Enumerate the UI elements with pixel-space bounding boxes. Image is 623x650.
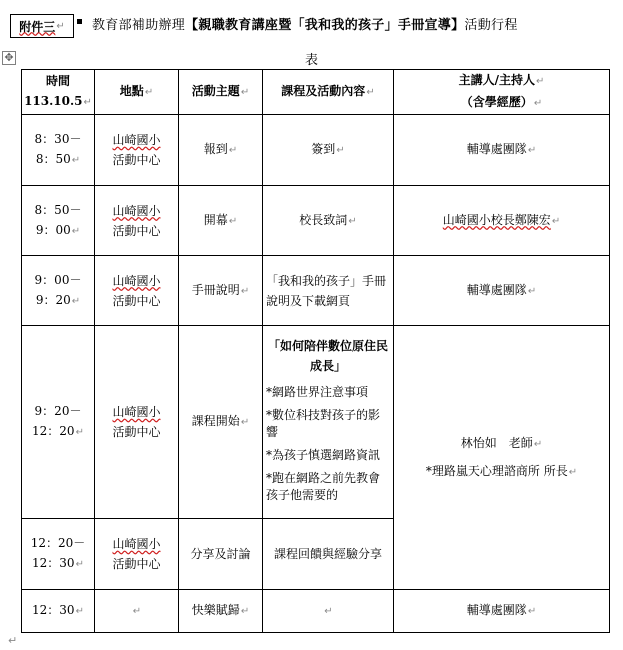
document-title [92, 16, 617, 36]
time-cell: 12：30↵ [22, 590, 95, 633]
return-mark-icon: ↵ [324, 606, 333, 617]
return-mark-icon: ↵ [75, 606, 84, 617]
speaker-name: 林怡如 老師 [460, 435, 533, 450]
return-mark-icon: ↵ [240, 87, 250, 98]
table-row [22, 590, 610, 633]
title-prefix: 教育部補助辦理 [92, 18, 186, 33]
speaker-cell: 輔導處團隊↵ [394, 256, 610, 326]
return-mark-icon: ↵ [533, 98, 543, 109]
bullet-icon [77, 19, 82, 24]
title-bold: 【親職教育講座暨「我和我的孩子」手冊宣導】 [185, 18, 465, 33]
location-cell: 山崎國小 活動中心 [95, 115, 179, 186]
return-mark-icon: ↵ [366, 87, 375, 98]
time-cell: 8：30－ 8：50↵ [22, 115, 95, 186]
attachment-label-box [10, 14, 74, 38]
table-row [22, 186, 610, 256]
return-mark-icon: ↵ [240, 285, 250, 297]
location-cell: 山崎國小 活動中心 [95, 256, 179, 326]
header-content: 課程及活動內容↵ [263, 70, 394, 115]
header-row [22, 70, 610, 115]
return-mark-icon: ↵ [336, 145, 345, 156]
theme-cell: 開幕↵ [179, 186, 263, 256]
return-mark-icon: ↵ [132, 606, 142, 617]
content-cell [263, 326, 394, 519]
return-mark-icon: ↵ [527, 145, 537, 156]
return-mark-icon: ↵ [71, 295, 81, 307]
table-row [22, 256, 610, 326]
header-speaker: 主講人/主持人↵ （含學經歷）↵ [394, 70, 610, 115]
return-mark-icon: ↵ [568, 466, 578, 478]
theme-cell: 分享及討論 [179, 519, 263, 590]
return-mark-icon: ↵ [348, 215, 357, 227]
course-item: *跑在網路之前先教會孩子他需要的 [266, 471, 381, 502]
schedule-table [21, 69, 610, 633]
time-cell: 8：50－ 9：00↵ [22, 186, 95, 256]
speaker-title: *理路嵐天心理諮商所 所長↵ [425, 463, 578, 478]
time-cell: 9：00－ 9：20↵ [22, 256, 95, 326]
theme-cell: 快樂賦歸↵ [179, 590, 263, 633]
header-date: 113.10.5 [24, 94, 83, 108]
table-row [22, 326, 610, 519]
return-mark-icon: ↵ [228, 215, 238, 227]
theme-cell: 手冊說明↵ [179, 256, 263, 326]
time-cell: 12：20－ 12：30↵ [22, 519, 95, 590]
location-cell: 山崎國小 活動中心 [95, 186, 179, 256]
content-cell: 校長致詞↵ [263, 186, 394, 256]
attachment-label: 附件三 [19, 19, 56, 34]
theme-cell: 報到↵ [179, 115, 263, 186]
return-mark-icon: ↵ [228, 145, 238, 156]
header-theme: 活動主題↵ [179, 70, 263, 115]
speaker-cell: 輔導處團隊↵ [394, 590, 610, 633]
content-cell: 「我和我的孩子」手冊說明及下載網頁 [263, 256, 394, 326]
time-cell: 9：20－ 12：20↵ [22, 326, 95, 519]
content-cell: 課程回饋與經驗分享 [263, 519, 394, 590]
title-suffix: 活動行程 [464, 18, 518, 33]
location-cell: 山崎國小 活動中心 [95, 326, 179, 519]
return-mark-icon: ↵ [551, 215, 561, 227]
course-topic: 「如何陪伴數位原住民成長」 [267, 339, 388, 373]
speaker-cell: 山崎國小校長鄭陳宏↵ [394, 186, 610, 256]
table-row [22, 115, 610, 186]
theme-cell: 課程開始↵ [179, 326, 263, 519]
return-mark-icon: ↵ [533, 438, 543, 450]
content-cell: 簽到↵ [263, 115, 394, 186]
return-mark-icon: ↵ [527, 606, 537, 617]
table-move-handle-icon[interactable]: ✥ [2, 51, 16, 65]
course-item: *為孩子慎選網路資訊 [266, 448, 381, 462]
return-mark-icon: ↵ [71, 155, 81, 166]
return-mark-icon: ↵ [240, 417, 250, 428]
location-cell [95, 590, 179, 633]
title-line2: 表 [304, 53, 318, 68]
return-mark-icon: ↵ [71, 225, 81, 237]
return-mark-icon: ↵ [83, 97, 92, 108]
return-mark-icon: ↵ [536, 76, 545, 87]
return-mark-icon: ↵ [56, 20, 65, 32]
return-mark-icon: ↵ [8, 634, 18, 647]
speaker-cell: 輔導處團隊↵ [394, 115, 610, 186]
content-cell [263, 590, 394, 633]
return-mark-icon: ↵ [75, 427, 84, 438]
return-mark-icon: ↵ [527, 285, 537, 297]
course-item: *網路世界注意事項 [266, 385, 369, 399]
return-mark-icon: ↵ [240, 606, 250, 617]
header-location: 地點↵ [95, 70, 179, 115]
course-item: *數位科技對孩子的影響 [266, 408, 381, 439]
return-mark-icon: ↵ [75, 559, 84, 570]
header-speaker-note: （含學經歷） [460, 95, 533, 109]
return-mark-icon: ↵ [144, 87, 154, 98]
header-time: 時間 113.10.5↵ [22, 70, 95, 115]
speaker-cell [394, 326, 610, 590]
location-cell: 山崎國小 活動中心 [95, 519, 179, 590]
